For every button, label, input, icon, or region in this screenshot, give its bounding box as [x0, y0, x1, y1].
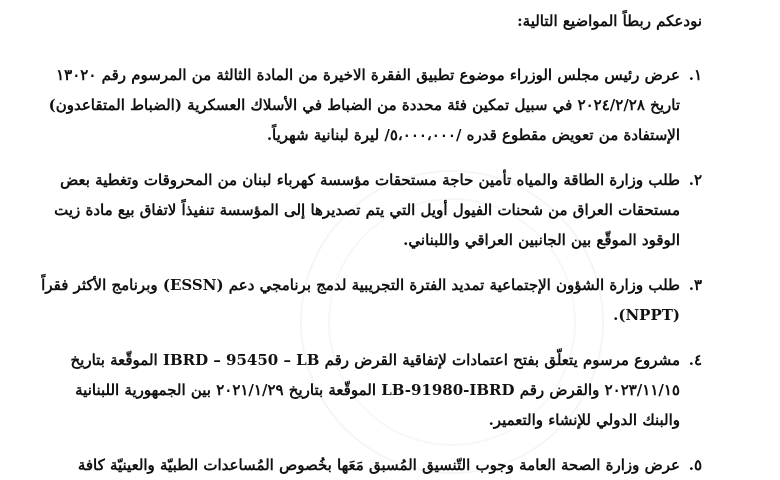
item-line: عرض رئيس مجلس الوزراء موضوع تطبيق الفقرة الاخيرة من المادة الثالثة من المرسوم رقم ١٣٠٢٠: [56, 66, 680, 84]
agenda-item-5: [60, 450, 702, 480]
item-number: ٣.: [688, 276, 702, 294]
item-line: طلب وزارة الشؤون الإجتماعية تمديد الفترة التجريبية لدمج برنامجي دعم (ESSN) وبرنامج الأكثر فقراً: [41, 276, 680, 294]
item-number: ٥.: [688, 456, 702, 474]
agenda-item-1: [48, 60, 702, 150]
item-line: (NPPT).: [613, 306, 680, 324]
item-line: مستحقات العراق من شحنات الفيول أويل التي يتم تصديرها إلى المؤسسة تنفيذاً لاتفاق بيع مادة زيت: [54, 201, 680, 219]
item-line: والبنك الدولي للإنشاء والتعمير.: [488, 411, 680, 429]
item-text: [60, 345, 680, 435]
item-text: [60, 450, 680, 480]
agenda-list: [41, 60, 702, 480]
item-text: [54, 165, 680, 255]
item-line: عرض وزارة الصحة العامة وجوب التّنسيق المُسبق مَعَها بخُصوص المُساعدات الطبيّة والعينيّة كافة: [77, 456, 680, 474]
item-number: ٢.: [688, 171, 702, 189]
intro-text: نودعكم ربطاً المواضيع التالية:: [517, 12, 702, 30]
item-line: الإستفادة من تعويض مقطوع قدره /٥،٠٠٠،٠٠٠/ ليرة لبنانية شهرياً.: [266, 126, 680, 144]
item-number: ١.: [688, 66, 702, 84]
item-line: مشروع مرسوم يتعلّق بفتح اعتمادات لإتفاقية القرض رقم IBRD – 95450 – LB الموقّعة بتاريخ: [70, 351, 680, 369]
agenda-item-4: [60, 345, 702, 435]
agenda-item-2: [54, 165, 702, 255]
item-line: ٢٠٢٣/١١/١٥ والقرض رقم LB-91980-IBRD الموقّعة بتاريخ ٢٠٢١/١/٢٩ بين الجمهورية اللبنانية: [75, 381, 680, 399]
item-number: ٤.: [688, 351, 702, 369]
agenda-item-3: [41, 270, 702, 330]
item-line: تاريخ ٢٠٢٤/٢/٢٨ في سبيل تمكين فئة محددة من الضباط في الأسلاك العسكرية (الضباط المتقاعدون): [48, 96, 680, 114]
item-text: [49, 60, 680, 150]
item-line: طلب وزارة الطاقة والمياه تأمين حاجة مستحقات مؤسسة كهرباء لبنان من المحروقات وتغطية بعض: [60, 171, 680, 189]
item-text: [41, 270, 680, 330]
item-line: الوقود الموقّع بين الجانبين العراقي واللبناني.: [403, 231, 680, 249]
